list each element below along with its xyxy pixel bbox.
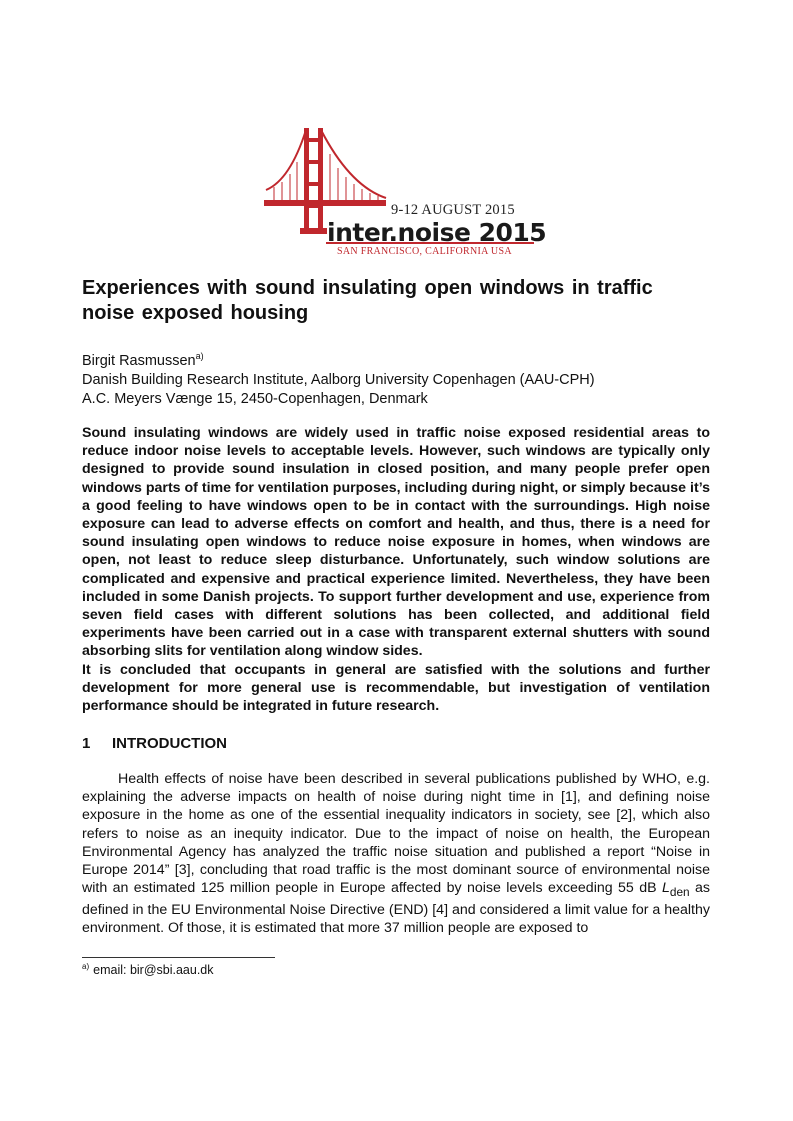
conference-logo — [264, 124, 547, 260]
author-name: Birgit Rasmussen — [82, 353, 196, 369]
abstract — [82, 424, 710, 715]
abstract-paragraph: It is concluded that occupants in general are satisfied with the solutions and further development for more general use is recommendable, but investigation of ventilation performance should be integrated in future research. — [82, 661, 710, 715]
author-address: A.C. Meyers Vænge 15, 2450-Copenhagen, Denmark — [82, 391, 428, 407]
level-symbol: L — [661, 880, 670, 897]
author-block — [82, 347, 702, 409]
footnote — [82, 962, 214, 977]
footnote-divider — [82, 957, 275, 958]
body-text-part2: as defined in the EU Environmental Noise Directive (END) [4] and considered a limit value for a healthy environment. Of those, it is estimated that more 37 million people are exposed to — [82, 880, 710, 937]
section-title: INTRODUCTION — [112, 735, 227, 752]
body-text-part1: Health effects of noise have been described in several publications published by WHO, e.g. explaining the adverse impacts on health of noise during night time in [1], and defining noise exposure in the home as one of the essential inequality indicators in society, see [2], which also refers to noise as an inequity indicator. Due to the impact of noise on health, the European Environmental Agency has analyzed the traffic noise situation and published a report “Noise in Europe 2014” [3], concluding that road traffic is the most dominant source of environmental noise with an estimated 125 million people in Europe affected by noise levels exceeding 55 dB — [82, 771, 710, 897]
footnote-mark: a) — [82, 962, 90, 971]
body-paragraph — [82, 770, 710, 938]
author-affiliation: Danish Building Research Institute, Aalborg University Copenhagen (AAU-CPH) — [82, 372, 595, 388]
section-heading — [82, 735, 227, 752]
introduction-body — [82, 770, 710, 938]
author-line — [82, 347, 702, 371]
level-subscript: den — [669, 885, 690, 900]
author-footnote-mark: a) — [195, 351, 204, 361]
paper-title: Experiences with sound insulating open windows in traffic noise exposed housing — [82, 277, 653, 324]
footnote-email: email: bir@sbi.aau.dk — [93, 963, 214, 977]
section-number: 1 — [82, 735, 91, 752]
logo-dates: 9-12 AUGUST 2015 — [391, 202, 515, 218]
abstract-paragraph: Sound insulating windows are widely used in traffic noise exposed residential areas to reduce indoor noise levels to acceptable levels. However, such windows are typically only designed to provide sound insulation in closed position, and many people prefer open windows parts of time for ventilation purposes, including during night, or simply because it’s a good feeling to have windows open to be in contact with the surroundings. High noise exposure can lead to adverse effects on comfort and health, and thus, there is a need for sound insulating open windows to reduce noise exposure in homes, when windows are open, not least to reduce sleep disturbance. Unfortunately, such window solutions are complicated and expensive and practical experience limited. Nevertheless, they have been included in some Danish projects. To support further development and use, experience from seven field cases with different solutions has been collected, and additional field experiments have been carried out in a case with transparent external shutters with sound absorbing slits for ventilation along window sides. — [82, 425, 710, 660]
logo-conference-name: inter.noise 2015 — [327, 218, 547, 247]
logo-location: SAN FRANCISCO, CALIFORNIA USA — [337, 246, 512, 257]
